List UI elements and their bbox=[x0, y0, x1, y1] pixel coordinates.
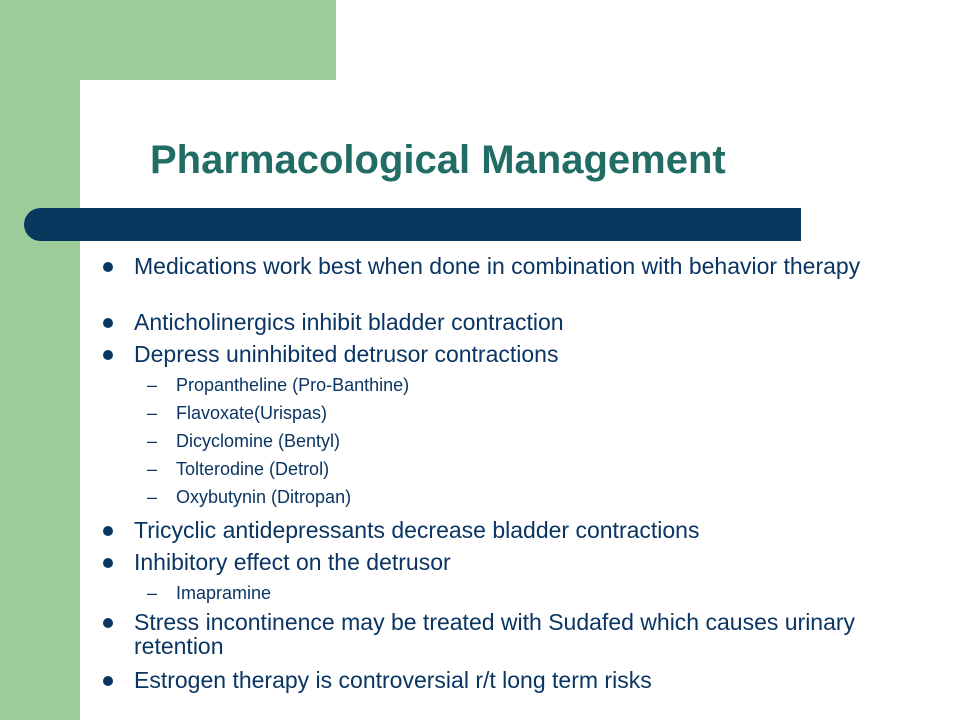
bullet-dot-icon bbox=[103, 350, 113, 360]
bullet-item bbox=[134, 310, 894, 334]
sub-bullet-item bbox=[147, 430, 876, 452]
sub-bullet-text: Tolterodine (Detrol) bbox=[176, 459, 330, 479]
bullet-item bbox=[134, 342, 894, 366]
sub-bullet-item bbox=[147, 402, 876, 424]
bullet-dot-icon bbox=[103, 526, 113, 536]
sub-bullet-text: Imapramine bbox=[176, 583, 272, 603]
dash-marker: – bbox=[147, 487, 158, 507]
dash-marker: – bbox=[147, 431, 158, 451]
bullet-dot-icon bbox=[103, 618, 113, 628]
bullet-dot-icon bbox=[103, 262, 113, 272]
sub-bullet-text: Oxybutynin (Ditropan) bbox=[176, 487, 352, 507]
bullet-text: Estrogen therapy is controversial r/t long term risks bbox=[134, 667, 652, 693]
sub-bullet-item bbox=[147, 486, 876, 508]
dash-marker: – bbox=[147, 375, 158, 395]
bullet-dot-icon bbox=[103, 676, 113, 686]
bullet-text: Inhibitory effect on the detrusor bbox=[134, 549, 451, 575]
dash-marker: – bbox=[147, 403, 158, 423]
bullet-dot-icon bbox=[103, 318, 113, 328]
bullet-dot-icon bbox=[103, 558, 113, 568]
sub-bullet-item bbox=[147, 374, 876, 396]
dash-marker: – bbox=[147, 583, 158, 603]
bullet-item bbox=[134, 518, 894, 542]
bullet-item bbox=[134, 254, 894, 278]
bullet-item bbox=[134, 668, 894, 692]
slide-title: Pharmacological Management bbox=[150, 138, 726, 182]
sub-bullet-text: Dicyclomine (Bentyl) bbox=[176, 431, 341, 451]
sub-bullet-item bbox=[147, 582, 876, 604]
dash-marker: – bbox=[147, 459, 158, 479]
bullet-text: Stress incontinence may be treated with Sudafed which causes urinary retention bbox=[134, 609, 856, 659]
bullet-item bbox=[134, 610, 894, 658]
bullet-item bbox=[134, 550, 894, 574]
sub-bullet-text: Propantheline (Pro-Banthine) bbox=[176, 375, 410, 395]
bullet-text: Depress uninhibited detrusor contractions bbox=[134, 341, 559, 367]
bullet-text: Medications work best when done in combination with behavior therapy bbox=[134, 253, 861, 279]
sub-bullet-text: Flavoxate(Urispas) bbox=[176, 403, 328, 423]
bullet-text: Anticholinergics inhibit bladder contraction bbox=[134, 309, 564, 335]
sub-bullet-item bbox=[147, 458, 876, 480]
bullet-text: Tricyclic antidepressants decrease bladder contractions bbox=[134, 517, 700, 543]
